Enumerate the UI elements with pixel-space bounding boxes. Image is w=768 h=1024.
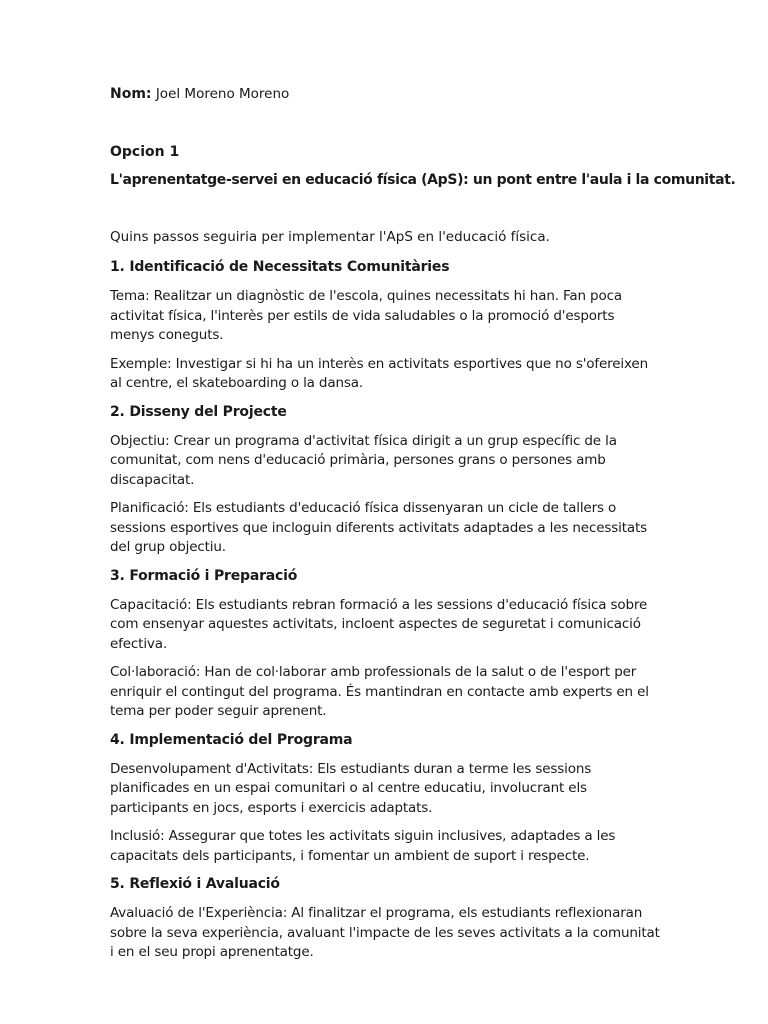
- name-label: Nom:: [110, 86, 152, 102]
- section-paragraph: Desenvolupament d'Activitats: Els estudiants duran a terme les sessions planificades en un espai comunitari o al centre educatiu, involucrant els participants en jocs, esports i exercicis adaptats.: [110, 760, 592, 816]
- section: [110, 258, 662, 394]
- section-paragraph: Exemple: Investigar si hi ha un interès en activitats esportives que no s'ofereixen al centre, el skateboarding o la dansa.: [110, 355, 648, 391]
- document-title: L'aprenentatge-servei en educació física (ApS): un pont entre l'aula i la comunitat.: [110, 172, 736, 188]
- section: [110, 403, 662, 558]
- section-paragraph: Planificació: Els estudiants d'educació física dissenyaran un cicle de tallers o sessions esportives que incloguin diferents activitats adaptades a les necessitats del grup objectiu.: [110, 500, 648, 555]
- section-heading: 5. Reflexió i Avaluació: [110, 876, 280, 892]
- section: [110, 875, 662, 963]
- student-name-line: [110, 86, 289, 102]
- section-paragraph: Avaluació de l'Experiència: Al finalitzar el programa, els estudiants reflexionaran sobre la seva experiència, avaluant l'impacte de les seves activitats a la comunitat i en el seu propi aprenentatge.: [110, 905, 660, 960]
- section: [110, 567, 662, 722]
- section-paragraph: Objectiu: Crear un programa d'activitat física dirigit a un grup específic de la comunitat, com nens d'educació primària, persones grans o persones amb discapacitat.: [110, 432, 617, 488]
- intro-question: Quins passos seguiria per implementar l'ApS en l'educació física.: [110, 229, 550, 245]
- name-value: Joel Moreno Moreno: [155, 86, 290, 102]
- sections-container: [110, 258, 662, 972]
- section-heading: 3. Formació i Preparació: [110, 567, 298, 584]
- section-paragraph: Tema: Realitzar un diagnòstic de l'escola, quines necessitats hi han. Fan poca activitat física, l'interès per estils de vida saludables o la promoció d'esports menys coneguts.: [110, 288, 622, 343]
- section-paragraph: Inclusió: Assegurar que totes les activitats siguin inclusives, adaptades a les capacitats dels participants, i fomentar un ambient de suport i respecte.: [110, 828, 616, 864]
- section-paragraph: Col·laboració: Han de col·laborar amb professionals de la salut o de l'esport per enriquir el contingut del programa. És mantindran en contacte amb experts en el tema per poder seguir aprenent.: [110, 664, 649, 719]
- section-heading: 4. Implementació del Programa: [110, 731, 353, 748]
- section-heading: 2. Disseny del Projecte: [110, 403, 287, 420]
- section-paragraph: Capacitació: Els estudiants rebran formació a les sessions d'educació física sobre com ensenyar aquestes activitats, incloent aspectes de seguretat i comunicació efectiva.: [110, 596, 648, 652]
- section-heading: 1. Identificació de Necessitats Comunitàries: [110, 259, 450, 275]
- section: [110, 731, 662, 867]
- option-label: Opcion 1: [110, 144, 180, 160]
